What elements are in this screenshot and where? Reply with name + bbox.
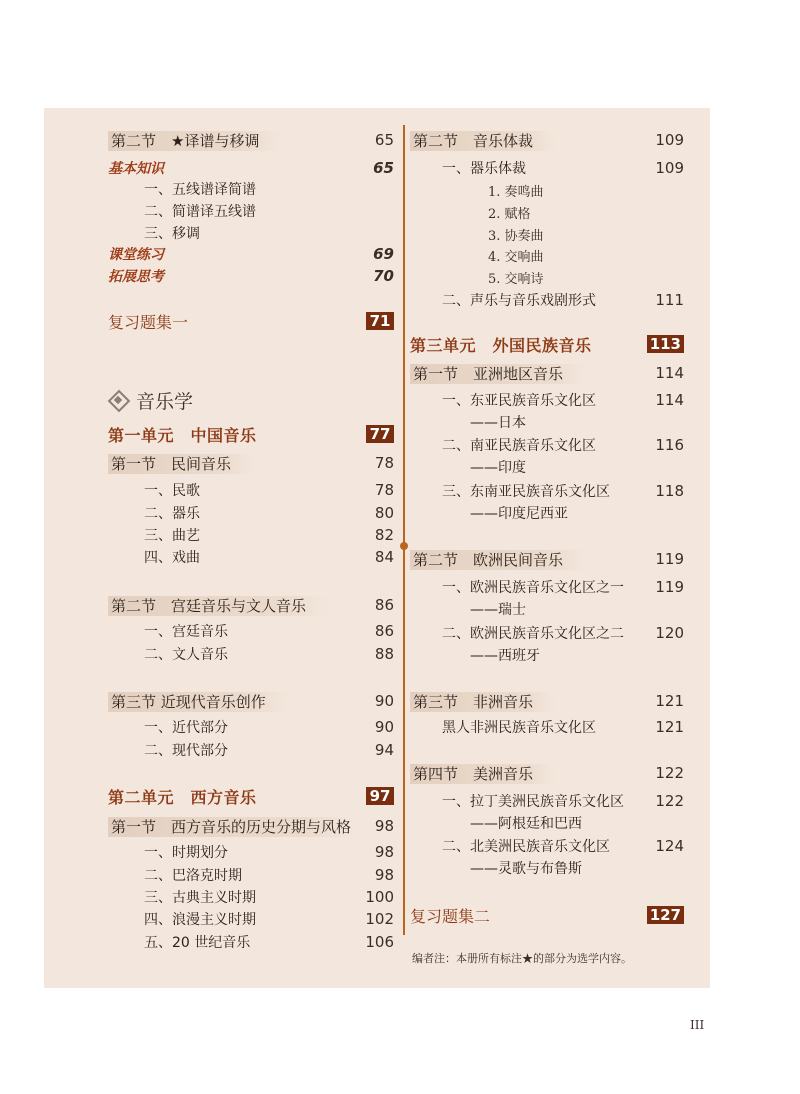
- page-number: 124: [655, 837, 684, 855]
- page-number: 102: [365, 910, 394, 928]
- toc-entry-unit[interactable]: [108, 785, 394, 807]
- entry-label: 第四节 美洲音乐: [410, 764, 557, 784]
- entry-label: 三、曲艺: [144, 528, 200, 544]
- entry-label: 一、民歌: [144, 483, 200, 499]
- page-number: 119: [655, 578, 684, 596]
- entry-label: 第一单元 中国音乐: [108, 425, 257, 445]
- toc-entry-section[interactable]: [410, 690, 684, 712]
- toc-entry-item[interactable]: [410, 716, 684, 738]
- page-number: 78: [374, 454, 394, 472]
- page-number: 88: [374, 645, 394, 663]
- page-number: 98: [374, 866, 394, 884]
- entry-label: 三、古典主义时期: [144, 890, 256, 906]
- toc-entry-country[interactable]: [410, 644, 684, 666]
- diamond-icon: [108, 390, 128, 410]
- entry-label: 基本知识: [108, 161, 164, 177]
- page-number: 78: [374, 481, 394, 499]
- toc-entry-item[interactable]: [108, 178, 394, 200]
- toc-entry-subitem[interactable]: [410, 223, 684, 245]
- toc-entry-subitem[interactable]: [410, 266, 684, 288]
- entry-label: 一、拉丁美洲民族音乐文化区: [442, 794, 624, 810]
- page-badge: 77: [366, 425, 394, 443]
- page-number: 118: [655, 482, 684, 500]
- toc-entry-item[interactable]: [108, 908, 394, 930]
- toc-entry-section[interactable]: [410, 129, 684, 151]
- toc-entry-unit[interactable]: [108, 423, 394, 445]
- entry-label: 一、五线谱译简谱: [144, 182, 256, 198]
- toc-entry-unit[interactable]: [410, 333, 684, 355]
- entry-label: ——西班牙: [470, 648, 540, 664]
- toc-entry-item[interactable]: [410, 434, 684, 456]
- page-number: 111: [655, 291, 684, 309]
- page-number: 109: [655, 131, 684, 149]
- page-number: 90: [374, 692, 394, 710]
- entry-label: 三、移调: [144, 226, 200, 242]
- toc-entry-section[interactable]: [410, 548, 684, 570]
- entry-label: 二、简谱译五线谱: [144, 204, 256, 220]
- toc-entry-section[interactable]: [108, 815, 394, 837]
- entry-label: ——印度: [470, 460, 526, 476]
- page-badge: 113: [647, 335, 684, 353]
- entry-label: ——灵歌与布鲁斯: [470, 861, 582, 877]
- page-number: 86: [374, 622, 394, 640]
- toc-entry-item[interactable]: [108, 864, 394, 886]
- toc-entry-section[interactable]: [410, 362, 684, 384]
- entry-label: ——阿根廷和巴西: [470, 816, 582, 832]
- toc-entry-section[interactable]: [108, 594, 394, 616]
- toc-entry-item[interactable]: [410, 480, 684, 502]
- entry-label: 二、巴洛克时期: [144, 868, 242, 884]
- toc-entry-subitem[interactable]: [410, 244, 684, 266]
- part-title: [108, 386, 193, 414]
- entry-label: 二、北美洲民族音乐文化区: [442, 839, 610, 855]
- entry-label: ——日本: [470, 415, 526, 431]
- toc-entry-country[interactable]: [410, 502, 684, 524]
- toc-entry-item[interactable]: [108, 479, 394, 501]
- entry-label: 第一节 民间音乐: [108, 454, 255, 474]
- page-number: 86: [374, 596, 394, 614]
- page-number: 106: [365, 933, 394, 951]
- page-number: 69: [373, 245, 394, 263]
- entry-label: ——印度尼西亚: [470, 506, 568, 522]
- page-number: 98: [374, 817, 394, 835]
- entry-label: 二、声乐与音乐戏剧形式: [442, 293, 596, 309]
- entry-label: 一、器乐体裁: [442, 161, 526, 177]
- toc-entry-review[interactable]: [410, 904, 684, 926]
- toc-entry-item[interactable]: [108, 716, 394, 738]
- divider-dot: [400, 542, 408, 550]
- page-number: 98: [374, 843, 394, 861]
- entry-label: 5. 交响诗: [488, 271, 544, 287]
- toc-entry-item[interactable]: [410, 157, 684, 179]
- entry-label: 第二节 欧洲民间音乐: [410, 550, 587, 570]
- entry-label: 黑人非洲民族音乐文化区: [442, 720, 596, 736]
- entry-label: 二、现代部分: [144, 743, 228, 759]
- toc-entry-item[interactable]: [410, 389, 684, 411]
- entry-label: 一、欧洲民族音乐文化区之一: [442, 580, 624, 596]
- page-number: 114: [655, 364, 684, 382]
- entry-label: 第三节 非洲音乐: [410, 692, 557, 712]
- entry-label: 四、浪漫主义时期: [144, 912, 256, 928]
- entry-label: 第二单元 西方音乐: [108, 787, 257, 807]
- entry-label: 3. 协奏曲: [488, 228, 544, 244]
- page-number: 120: [655, 624, 684, 642]
- toc-entry-item[interactable]: [108, 739, 394, 761]
- entry-label: 二、南亚民族音乐文化区: [442, 438, 596, 454]
- entry-label: 三、东南亚民族音乐文化区: [442, 484, 610, 500]
- entry-label: 一、近代部分: [144, 720, 228, 736]
- page-number: 65: [374, 131, 394, 149]
- toc-entry-item[interactable]: [108, 931, 394, 953]
- entry-label: 第一节 亚洲地区音乐: [410, 364, 587, 384]
- toc-entry-item[interactable]: [410, 289, 684, 311]
- entry-label: 第三单元 外国民族音乐: [410, 335, 592, 355]
- toc-entry-country[interactable]: [410, 598, 684, 620]
- column-divider: [403, 125, 405, 935]
- entry-label: 四、戏曲: [144, 550, 200, 566]
- toc-entry-item[interactable]: [108, 524, 394, 546]
- toc-entry-subitem[interactable]: [410, 201, 684, 223]
- page-number: 114: [655, 391, 684, 409]
- entry-label: 二、器乐: [144, 506, 200, 522]
- editor-note: 编者注：本册所有标注★的部分为选学内容。: [412, 952, 632, 965]
- toc-entry-section[interactable]: [108, 452, 394, 474]
- toc-entry-heading[interactable]: [108, 243, 394, 265]
- toc-entry-item[interactable]: [108, 546, 394, 568]
- page-badge: 71: [366, 312, 394, 330]
- toc-entry-item[interactable]: [108, 841, 394, 863]
- entry-label: 复习题集一: [108, 312, 189, 332]
- entry-label: 一、东亚民族音乐文化区: [442, 393, 596, 409]
- entry-label: 第三节 近现代音乐创作: [108, 692, 290, 712]
- page-number: 82: [374, 526, 394, 544]
- page-badge: 127: [647, 906, 684, 924]
- toc-entry-country[interactable]: [410, 456, 684, 478]
- part-title-text: 音乐学: [136, 390, 194, 413]
- toc-entry-item[interactable]: [108, 643, 394, 665]
- toc-entry-review[interactable]: [108, 310, 394, 332]
- page-number: 94: [374, 741, 394, 759]
- toc-entry-item[interactable]: [410, 835, 684, 857]
- entry-label: 2. 赋格: [488, 206, 531, 222]
- page-folio: III: [690, 1018, 705, 1032]
- entry-label: 五、20 世纪音乐: [144, 935, 251, 951]
- toc-entry-item[interactable]: [108, 502, 394, 524]
- entry-label: 拓展思考: [108, 269, 164, 285]
- toc-entry-item[interactable]: [410, 790, 684, 812]
- toc-entry-item[interactable]: [410, 576, 684, 598]
- entry-label: 第二节 ★译谱与移调: [108, 131, 283, 151]
- toc-entry-item[interactable]: [108, 620, 394, 642]
- page-number: 121: [655, 718, 684, 736]
- toc-entry-item[interactable]: [108, 200, 394, 222]
- page-number: 84: [374, 548, 394, 566]
- entry-label: 课堂练习: [108, 247, 164, 263]
- page-number: 122: [655, 792, 684, 810]
- page-number: 100: [365, 888, 394, 906]
- page-number: 119: [655, 550, 684, 568]
- entry-label: ——瑞士: [470, 602, 526, 618]
- toc-entry-section[interactable]: [108, 129, 394, 151]
- entry-label: 二、欧洲民族音乐文化区之二: [442, 626, 624, 642]
- toc-entry-item[interactable]: [108, 222, 394, 244]
- page-badge: 97: [366, 787, 394, 805]
- entry-label: 第二节 宫廷音乐与文人音乐: [108, 596, 330, 616]
- entry-label: 第一节 西方音乐的历史分期与风格: [108, 817, 357, 837]
- toc-entry-country[interactable]: [410, 411, 684, 433]
- entry-label: 1. 奏鸣曲: [488, 184, 544, 200]
- page-number: 65: [373, 159, 394, 177]
- page-number: 121: [655, 692, 684, 710]
- page-number: 116: [655, 436, 684, 454]
- entry-label: 复习题集二: [410, 906, 491, 926]
- page-number: 109: [655, 159, 684, 177]
- toc-entry-item[interactable]: [410, 622, 684, 644]
- entry-label: 二、文人音乐: [144, 647, 228, 663]
- toc-entry-country[interactable]: [410, 857, 684, 879]
- entry-label: 一、时期划分: [144, 845, 228, 861]
- entry-label: 一、宫廷音乐: [144, 624, 228, 640]
- page-number: 80: [374, 504, 394, 522]
- toc-entry-item[interactable]: [108, 886, 394, 908]
- page-number: 122: [655, 764, 684, 782]
- toc-entry-heading[interactable]: [108, 265, 394, 287]
- page-number: 90: [374, 718, 394, 736]
- toc-entry-section[interactable]: [410, 762, 684, 784]
- toc-entry-section[interactable]: [108, 690, 394, 712]
- entry-label: 第二节 音乐体裁: [410, 131, 557, 151]
- entry-label: 4. 交响曲: [488, 249, 544, 265]
- toc-entry-country[interactable]: [410, 812, 684, 834]
- toc-entry-heading[interactable]: [108, 157, 394, 179]
- page-number: 70: [373, 267, 394, 285]
- toc-entry-subitem[interactable]: [410, 179, 684, 201]
